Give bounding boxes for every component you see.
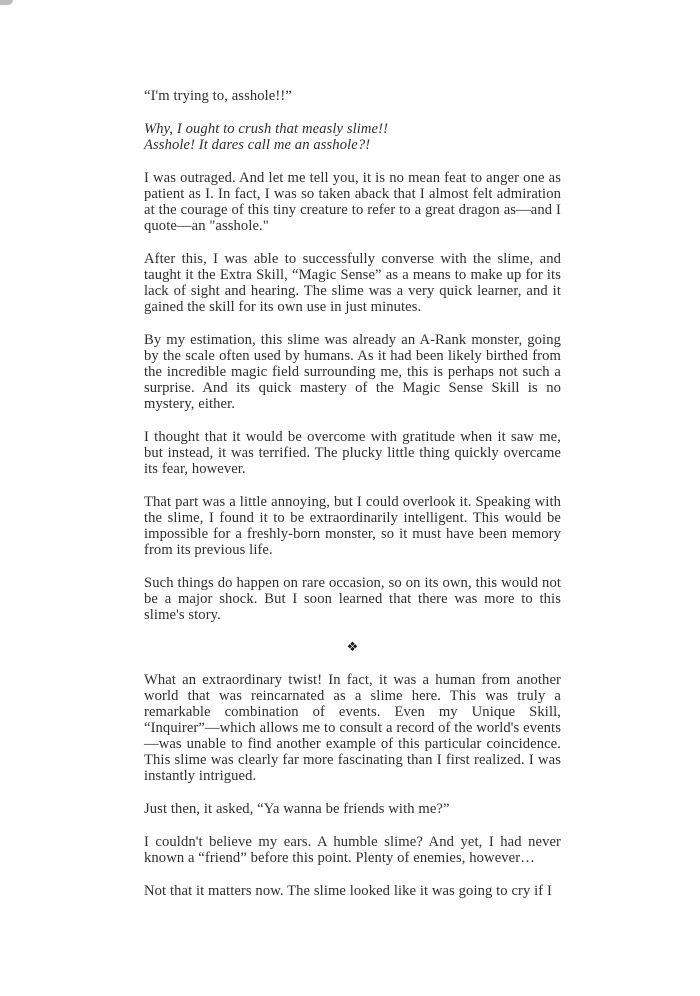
- scene-break-ornament: ❖: [346, 640, 359, 655]
- body-paragraph: Such things do happen on rare occasion, so on its own, this would not be a major shock. But I soon learned that there was more to this slime's story.: [144, 575, 561, 623]
- body-paragraph: That part was a little annoying, but I could overlook it. Speaking with the slime, I found it to be extraordinarily intelligent. This would be impossible for a freshly-born monster, so it must have been memory from its previous life.: [144, 494, 561, 558]
- body-paragraph: Not that it matters now. The slime looked like it was going to cry if I: [144, 883, 552, 899]
- inner-thought-line-1: Why, I ought to crush that measly slime!!: [144, 121, 389, 137]
- body-paragraph: By my estimation, this slime was already an A-Rank monster, going by the scale often used by humans. As it had been likely birthed from the incredible magic field surrounding me, this is perhaps not such a surprise. And its quick mastery of the Magic Sense Skill is no mystery, either.: [144, 332, 561, 412]
- body-paragraph: I was outraged. And let me tell you, it is no mean feat to anger one as patient as I. In fact, I was so taken aback that I almost felt admiration at the courage of this tiny creature to refer to a great dragon as—and I quote—an "asshole.": [144, 170, 561, 234]
- text-column: [144, 88, 561, 916]
- body-paragraph: What an extraordinary twist! In fact, it was a human from another world that was reincarnated as a slime here. This was truly a remarkable combination of events. Even my Unique Skill, “Inquirer”—which allows me to consult a record of the world's events—was unable to find another example of this particular coincidence. This slime was clearly far more fascinating than I first realized. I was instantly intrigued.: [144, 672, 561, 784]
- paragraph-dialogue: “I'm trying to, asshole!!”: [144, 88, 292, 104]
- body-paragraph: Just then, it asked, “Ya wanna be friends with me?”: [144, 801, 450, 817]
- body-paragraph: After this, I was able to successfully converse with the slime, and taught it the Extra Skill, “Magic Sense” as a means to make up for its lack of sight and hearing. The slime was a very quick learner, and it gained the skill for its own use in just minutes.: [144, 251, 561, 315]
- inner-thought-line-2: Asshole! It dares call me an asshole?!: [144, 137, 371, 153]
- scan-corner-artifact: [0, 0, 13, 5]
- body-paragraph: I thought that it would be overcome with gratitude when it saw me, but instead, it was terrified. The plucky little thing quickly overcame its fear, however.: [144, 429, 561, 477]
- body-paragraph: I couldn't believe my ears. A humble slime? And yet, I had never known a “friend” before this point. Plenty of enemies, however…: [144, 834, 561, 866]
- paragraph-inner-thought: [144, 121, 561, 153]
